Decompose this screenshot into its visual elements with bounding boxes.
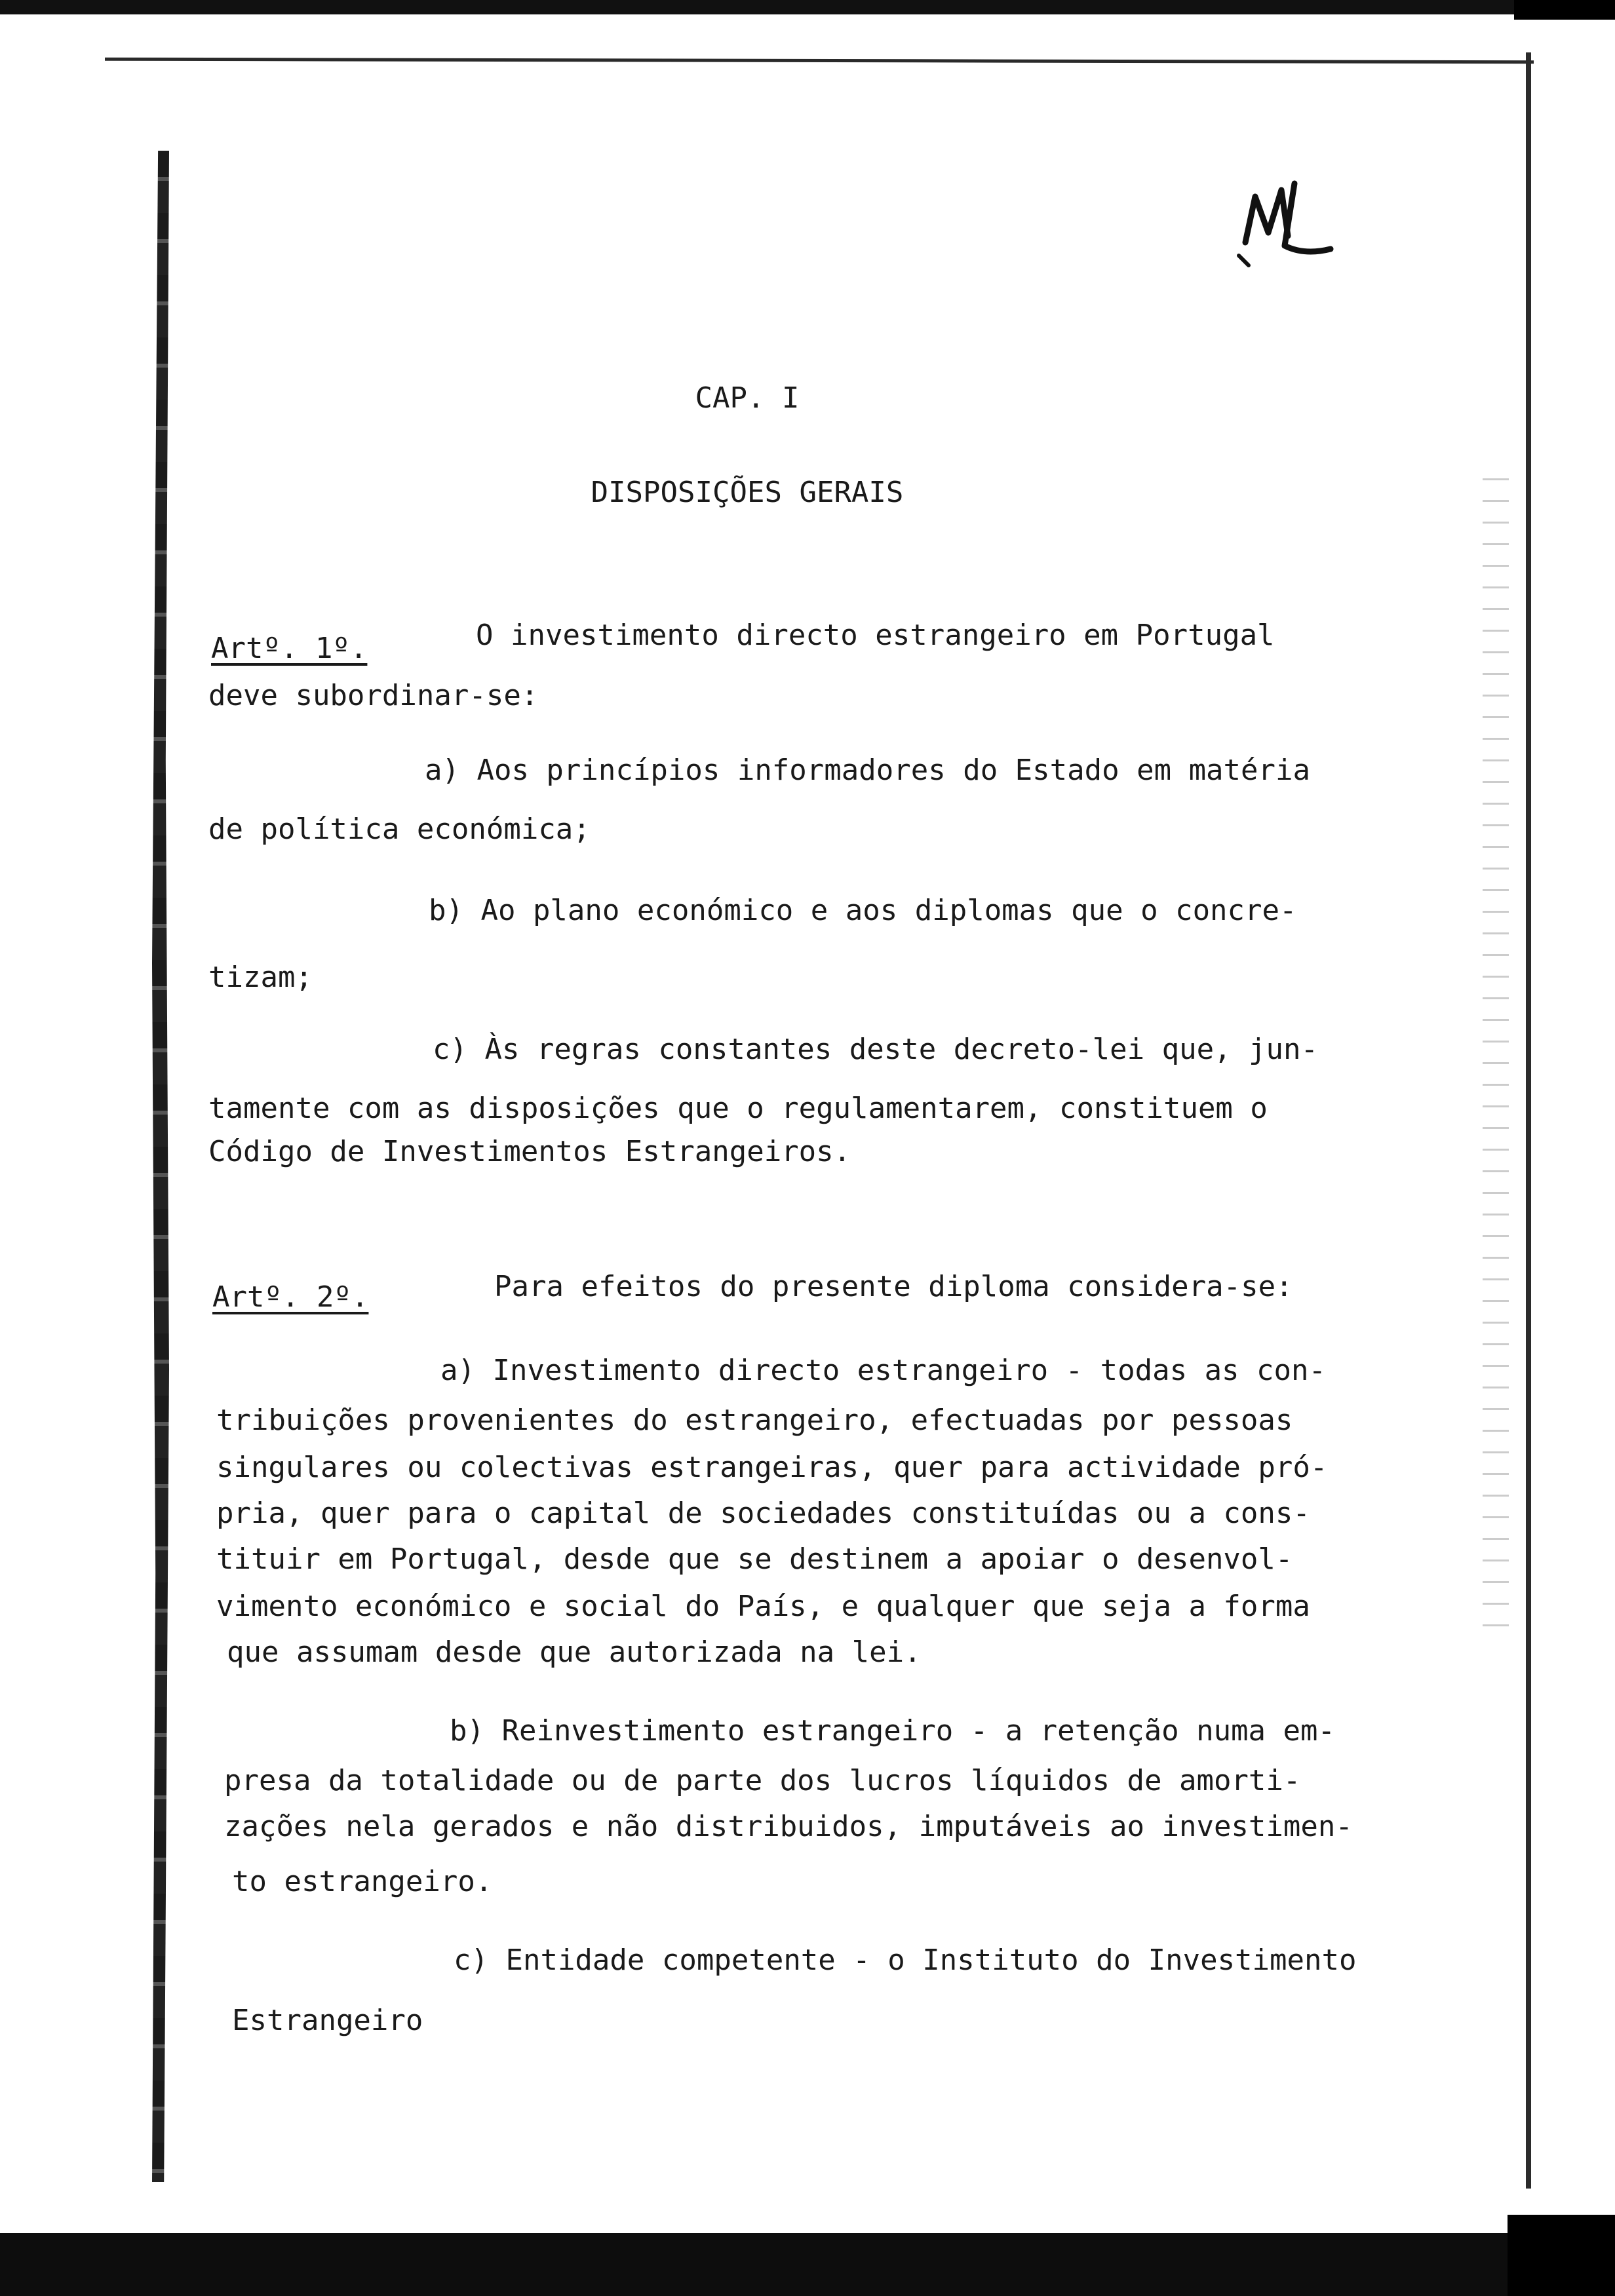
art1-c-line1: c) Às regras constantes deste decreto-lei que, jun- <box>433 1033 1319 1066</box>
scan-edge-top <box>0 0 1615 14</box>
art2-intro: Para efeitos do presente diploma considera-se: <box>494 1270 1293 1303</box>
scan-edge-bottom <box>0 2233 1615 2296</box>
scan-top-rule <box>105 58 1534 64</box>
scan-edge-right-noise <box>1483 459 1509 1638</box>
scan-edge-right <box>1526 52 1531 2189</box>
art1-a-line2: de política económica; <box>208 813 591 846</box>
art1-intro-line2: deve subordinar-se: <box>208 679 539 712</box>
art2-a-line7: que assumam desde que autorizada na lei. <box>227 1636 922 1669</box>
handwritten-initials <box>1232 157 1344 269</box>
section-title: DISPOSIÇÕES GERAIS <box>591 476 904 509</box>
art2-c-line2: Estrangeiro <box>232 2004 423 2037</box>
art2-a-line5: tituir em Portugal, desde que se destinem a apoiar o desenvol- <box>216 1542 1293 1576</box>
art2-a-line1: a) Investimento directo estrangeiro - todas as con- <box>440 1354 1327 1387</box>
art1-intro-line1: O investimento directo estrangeiro em Portugal <box>476 619 1275 652</box>
art2-a-line3: singulares ou colectivas estrangeiras, quer para actividade pró- <box>216 1451 1328 1484</box>
art1-c-line2: tamente com as disposições que o regulamentarem, constituem o <box>208 1092 1268 1125</box>
art2-b-line2: presa da totalidade ou de parte dos lucros líquidos de amorti- <box>224 1764 1301 1797</box>
scan-edge-bottom-corner <box>1508 2215 1615 2296</box>
art2-a-line2: tribuições provenientes do estrangeiro, efectuadas por pessoas <box>216 1404 1293 1437</box>
art2-c-line1: c) Entidade competente - o Instituto do Investimento <box>454 1943 1357 1977</box>
art1-a-line1: a) Aos princípios informadores do Estado em matéria <box>425 754 1311 787</box>
art1-b-line2: tizam; <box>208 961 313 994</box>
art2-a-line6: vimento económico e social do País, e qualquer que seja a forma <box>216 1590 1310 1623</box>
art1-label: Artº. 1º. <box>211 632 368 665</box>
chapter-heading: CAP. I <box>695 381 800 415</box>
art1-b-line1: b) Ao plano económico e aos diplomas que o concre- <box>429 894 1297 927</box>
art2-label: Artº. 2º. <box>212 1280 369 1314</box>
scan-edge-top-corner <box>1514 0 1615 20</box>
art2-a-line4: pria, quer para o capital de sociedades constituídas ou a cons- <box>216 1497 1310 1530</box>
scan-edge-left <box>152 151 169 2182</box>
art2-b-line4: to estrangeiro. <box>232 1865 493 1898</box>
art2-b-line3: zações nela gerados e não distribuidos, imputáveis ao investimen- <box>224 1810 1353 1843</box>
art2-b-line1: b) Reinvestimento estrangeiro - a retenção numa em- <box>450 1714 1336 1748</box>
art1-c-line3: Código de Investimentos Estrangeiros. <box>208 1135 851 1168</box>
